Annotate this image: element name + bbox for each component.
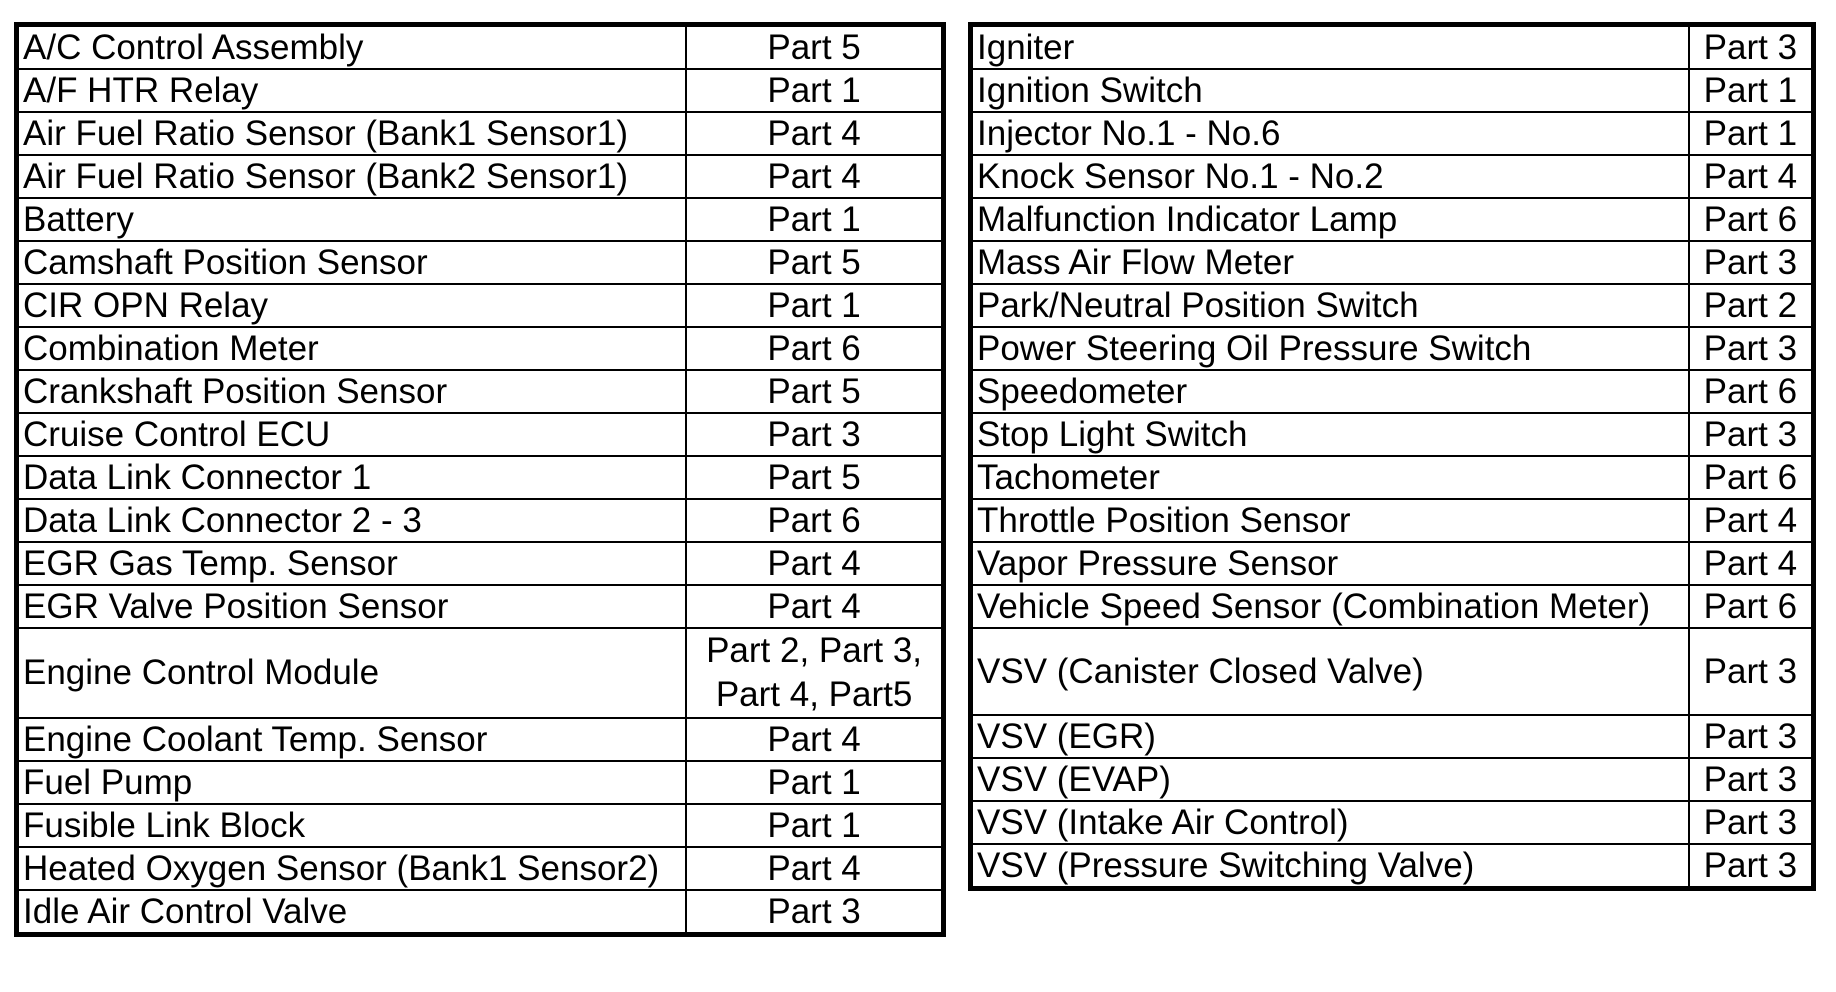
table-row	[971, 198, 1814, 241]
table-row	[17, 847, 944, 890]
component-name: VSV (EGR)	[971, 715, 1689, 758]
component-index-table-right	[968, 22, 1816, 891]
part-reference: Part 4	[1689, 155, 1814, 198]
table-row	[17, 585, 944, 628]
part-reference: Part 1	[686, 284, 943, 327]
table-row	[971, 715, 1814, 758]
component-name: Ignition Switch	[971, 69, 1689, 112]
part-reference: Part 5	[686, 456, 943, 499]
component-name: Crankshaft Position Sensor	[17, 370, 687, 413]
component-name: Tachometer	[971, 456, 1689, 499]
part-reference: Part 5	[686, 370, 943, 413]
table-row	[17, 890, 944, 935]
component-name: Battery	[17, 198, 687, 241]
table-row	[17, 628, 944, 718]
part-reference: Part 4	[686, 155, 943, 198]
part-reference: Part 4	[686, 542, 943, 585]
part-reference: Part 1	[1689, 69, 1814, 112]
part-reference: Part 3	[1689, 25, 1814, 70]
table-row	[971, 758, 1814, 801]
part-reference: Part 3	[686, 890, 943, 935]
component-name: Vehicle Speed Sensor (Combination Meter)	[971, 585, 1689, 628]
component-name: Camshaft Position Sensor	[17, 241, 687, 284]
part-reference: Part 2	[1689, 284, 1814, 327]
part-reference: Part 6	[1689, 198, 1814, 241]
part-reference: Part 6	[1689, 456, 1814, 499]
part-reference	[686, 628, 943, 718]
part-reference: Part 4	[686, 585, 943, 628]
table-row	[971, 284, 1814, 327]
component-name: Idle Air Control Valve	[17, 890, 687, 935]
table-row	[17, 413, 944, 456]
component-index-table-left	[14, 22, 946, 937]
table-row	[17, 112, 944, 155]
table-row	[971, 69, 1814, 112]
component-name: Heated Oxygen Sensor (Bank1 Sensor2)	[17, 847, 687, 890]
part-reference: Part 3	[1689, 327, 1814, 370]
part-reference: Part 4	[686, 718, 943, 761]
table-row	[971, 628, 1814, 715]
component-name: VSV (Pressure Switching Valve)	[971, 844, 1689, 889]
component-name: Speedometer	[971, 370, 1689, 413]
table-row	[17, 456, 944, 499]
table-row	[17, 284, 944, 327]
part-reference: Part 3	[686, 413, 943, 456]
component-name: A/F HTR Relay	[17, 69, 687, 112]
part-reference: Part 1	[686, 69, 943, 112]
table-row	[17, 804, 944, 847]
table-row	[971, 327, 1814, 370]
component-name: Fuel Pump	[17, 761, 687, 804]
table-row	[971, 801, 1814, 844]
component-name: Knock Sensor No.1 - No.2	[971, 155, 1689, 198]
component-name: Engine Control Module	[17, 628, 687, 718]
component-name: Cruise Control ECU	[17, 413, 687, 456]
part-reference: Part 3	[1689, 758, 1814, 801]
part-reference: Part 6	[1689, 585, 1814, 628]
component-name: Engine Coolant Temp. Sensor	[17, 718, 687, 761]
table-row	[17, 241, 944, 284]
part-reference: Part 1	[686, 198, 943, 241]
part-reference: Part 3	[1689, 715, 1814, 758]
part-reference-multi: Part 2, Part 3, Part 4, Part5	[706, 631, 923, 714]
table-row	[17, 542, 944, 585]
table-row	[971, 241, 1814, 284]
part-reference: Part 1	[686, 761, 943, 804]
component-name: VSV (EVAP)	[971, 758, 1689, 801]
table-row	[971, 413, 1814, 456]
component-name: Air Fuel Ratio Sensor (Bank1 Sensor1)	[17, 112, 687, 155]
component-name: Malfunction Indicator Lamp	[971, 198, 1689, 241]
table-row	[971, 585, 1814, 628]
part-reference: Part 4	[686, 112, 943, 155]
table-row	[971, 370, 1814, 413]
component-name: Power Steering Oil Pressure Switch	[971, 327, 1689, 370]
component-name: VSV (Intake Air Control)	[971, 801, 1689, 844]
component-name: Stop Light Switch	[971, 413, 1689, 456]
table-row	[17, 499, 944, 542]
table-row	[17, 198, 944, 241]
component-name: Igniter	[971, 25, 1689, 70]
part-reference: Part 5	[686, 241, 943, 284]
table-row	[971, 25, 1814, 70]
component-name: Injector No.1 - No.6	[971, 112, 1689, 155]
component-name: A/C Control Assembly	[17, 25, 687, 70]
part-reference: Part 1	[686, 804, 943, 847]
table-row	[971, 844, 1814, 889]
table-row	[971, 155, 1814, 198]
table-row	[17, 370, 944, 413]
table-row	[971, 112, 1814, 155]
table-row	[971, 542, 1814, 585]
part-reference: Part 4	[1689, 499, 1814, 542]
component-name: Vapor Pressure Sensor	[971, 542, 1689, 585]
part-reference: Part 3	[1689, 844, 1814, 889]
component-name: Throttle Position Sensor	[971, 499, 1689, 542]
component-name: Fusible Link Block	[17, 804, 687, 847]
component-name: Park/Neutral Position Switch	[971, 284, 1689, 327]
table-row	[971, 499, 1814, 542]
table-row	[17, 25, 944, 70]
part-reference: Part 1	[1689, 112, 1814, 155]
component-name: EGR Valve Position Sensor	[17, 585, 687, 628]
table-row	[971, 456, 1814, 499]
part-reference: Part 3	[1689, 413, 1814, 456]
part-reference: Part 3	[1689, 241, 1814, 284]
component-name: CIR OPN Relay	[17, 284, 687, 327]
part-reference: Part 6	[1689, 370, 1814, 413]
table-row	[17, 155, 944, 198]
component-name: Data Link Connector 2 - 3	[17, 499, 687, 542]
part-reference: Part 4	[1689, 542, 1814, 585]
component-name: VSV (Canister Closed Valve)	[971, 628, 1689, 715]
part-reference: Part 3	[1689, 628, 1814, 715]
part-reference: Part 4	[686, 847, 943, 890]
component-name: EGR Gas Temp. Sensor	[17, 542, 687, 585]
part-reference: Part 6	[686, 327, 943, 370]
table-row	[17, 761, 944, 804]
component-name: Combination Meter	[17, 327, 687, 370]
component-name: Mass Air Flow Meter	[971, 241, 1689, 284]
table-row	[17, 718, 944, 761]
part-reference: Part 6	[686, 499, 943, 542]
component-name: Data Link Connector 1	[17, 456, 687, 499]
table-row	[17, 69, 944, 112]
part-reference: Part 3	[1689, 801, 1814, 844]
component-name: Air Fuel Ratio Sensor (Bank2 Sensor1)	[17, 155, 687, 198]
part-reference: Part 5	[686, 25, 943, 70]
table-row	[17, 327, 944, 370]
